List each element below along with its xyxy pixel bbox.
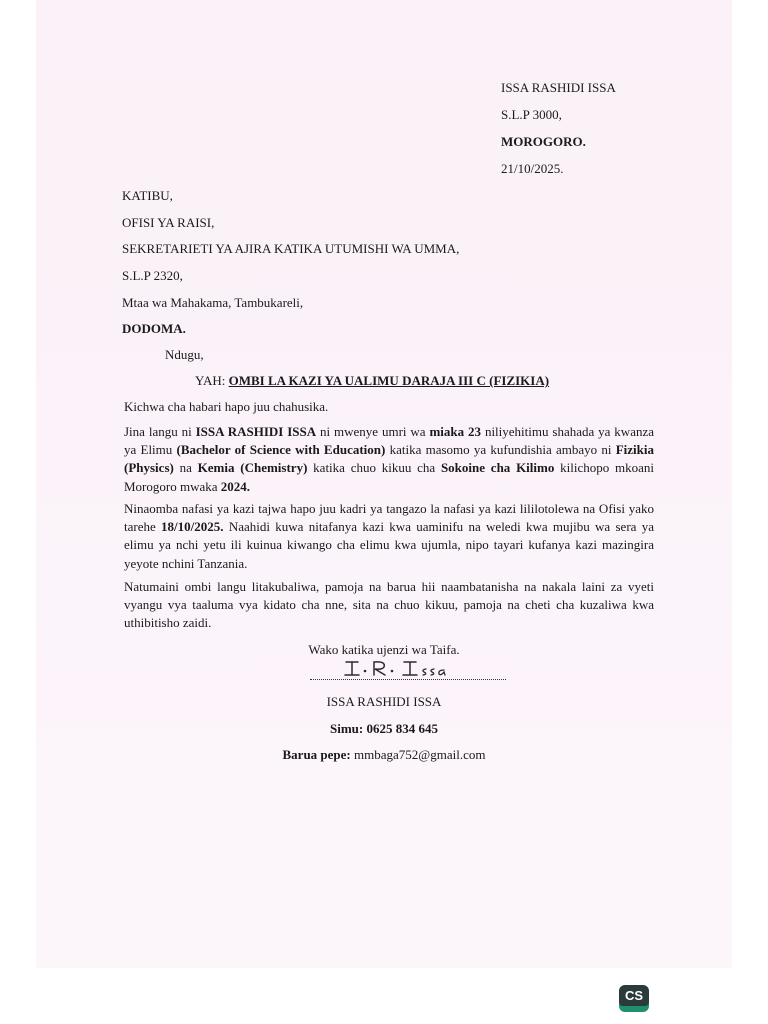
sender-city: MOROGORO. bbox=[501, 134, 586, 149]
para1-bold-year: 2024. bbox=[220, 478, 251, 494]
camscanner-logo-icon bbox=[619, 985, 649, 1012]
recipient-department: SEKRETARIETI YA AJIRA KATIKA UTUMISHI WA UMMA, bbox=[122, 241, 460, 256]
subject-text: OMBI LA KAZI YA UALIMU DARAJA III C (FIZIKIA) bbox=[228, 373, 550, 388]
para1-bold-age: miaka 23 bbox=[429, 424, 482, 439]
para1-text-3: niliyehitimu shahada ya kwanza ya Elimu bbox=[124, 424, 655, 458]
letter-date: 21/10/2025. bbox=[501, 161, 564, 176]
subject-line bbox=[195, 372, 549, 389]
recipient-office: OFISI YA RAISI, bbox=[122, 215, 215, 230]
para1-bold-university: Sokoine cha Kilimo bbox=[440, 460, 555, 476]
para1-bold-chemistry: Kemia (Chemistry) bbox=[197, 460, 308, 476]
signature-line bbox=[310, 662, 506, 680]
para1-text-2: ni mwenye umri wa bbox=[316, 424, 430, 439]
signatory-name: ISSA RASHIDI ISSA bbox=[326, 694, 442, 709]
sender-name: ISSA RASHIDI ISSA bbox=[501, 80, 616, 95]
recipient-title: KATIBU, bbox=[122, 188, 173, 203]
intro-line: Kichwa cha habari hapo juu chahusika. bbox=[124, 399, 329, 414]
email-address: mmbaga752@gmail.com bbox=[350, 747, 486, 762]
paragraph-qualifications bbox=[124, 423, 654, 496]
paragraph-attachments: Natumaini ombi langu litakubaliwa, pamoja na barua hii naambatanisha na nakala laini za vyeti vyangu vya taaluma vya kidato cha nne, sita na chuo kikuu, pamoja na cheti cha kuzaliwa kwa uthibitisho zaidi. bbox=[124, 579, 654, 631]
para1-text-7: kilichopo mkoani Morogoro mwaka bbox=[124, 460, 654, 494]
salutation: Ndugu, bbox=[165, 347, 204, 362]
para1-text-6: katika chuo kikuu cha bbox=[307, 460, 441, 476]
para2-text-2: Naahidi kuwa nitafanya kazi kwa uaminifu na weledi kwa mujibu wa sera ya elimu ya nchi yetu ili kuinua kiwango cha elimu kwa ujumla, nipo tayari kufanya kazi mazingira yeyote nchini Tanzania. bbox=[124, 519, 654, 571]
email-label: Barua pepe: bbox=[282, 747, 351, 762]
paragraph-application bbox=[124, 500, 654, 573]
handwritten-signature bbox=[338, 658, 468, 680]
para2-text-1: Ninaomba nafasi ya kazi tajwa hapo juu kadri ya tangazo la nafasi ya kazi lililotolewa na Ofisi yako tarehe bbox=[124, 501, 654, 535]
para1-text-4: katika masomo ya kufundishia ambayo ni bbox=[385, 442, 616, 458]
para1-bold-degree: (Bachelor of Science with Education) bbox=[176, 442, 386, 458]
recipient-city: DODOMA. bbox=[122, 321, 186, 336]
closing-line: Wako katika ujenzi wa Taifa. bbox=[308, 642, 460, 657]
camscanner-logo-label: CS bbox=[619, 985, 649, 1006]
para1-text-1: Jina langu ni bbox=[124, 424, 196, 439]
sender-address: S.L.P 3000, bbox=[501, 107, 562, 122]
para1-text-5: na bbox=[173, 460, 198, 476]
recipient-street: Mtaa wa Mahakama, Tambukareli, bbox=[122, 295, 304, 310]
signatory-email bbox=[36, 746, 732, 763]
subject-prefix: YAH: bbox=[195, 373, 229, 388]
letter-page bbox=[36, 0, 732, 968]
recipient-address: S.L.P 2320, bbox=[122, 268, 183, 283]
signatory-phone: Simu: 0625 834 645 bbox=[330, 721, 438, 736]
para2-bold-date: 18/10/2025. bbox=[161, 519, 224, 535]
para1-bold-name: ISSA RASHIDI ISSA bbox=[195, 424, 317, 439]
para1-bold-physics: Fizikia (Physics) bbox=[124, 442, 655, 476]
